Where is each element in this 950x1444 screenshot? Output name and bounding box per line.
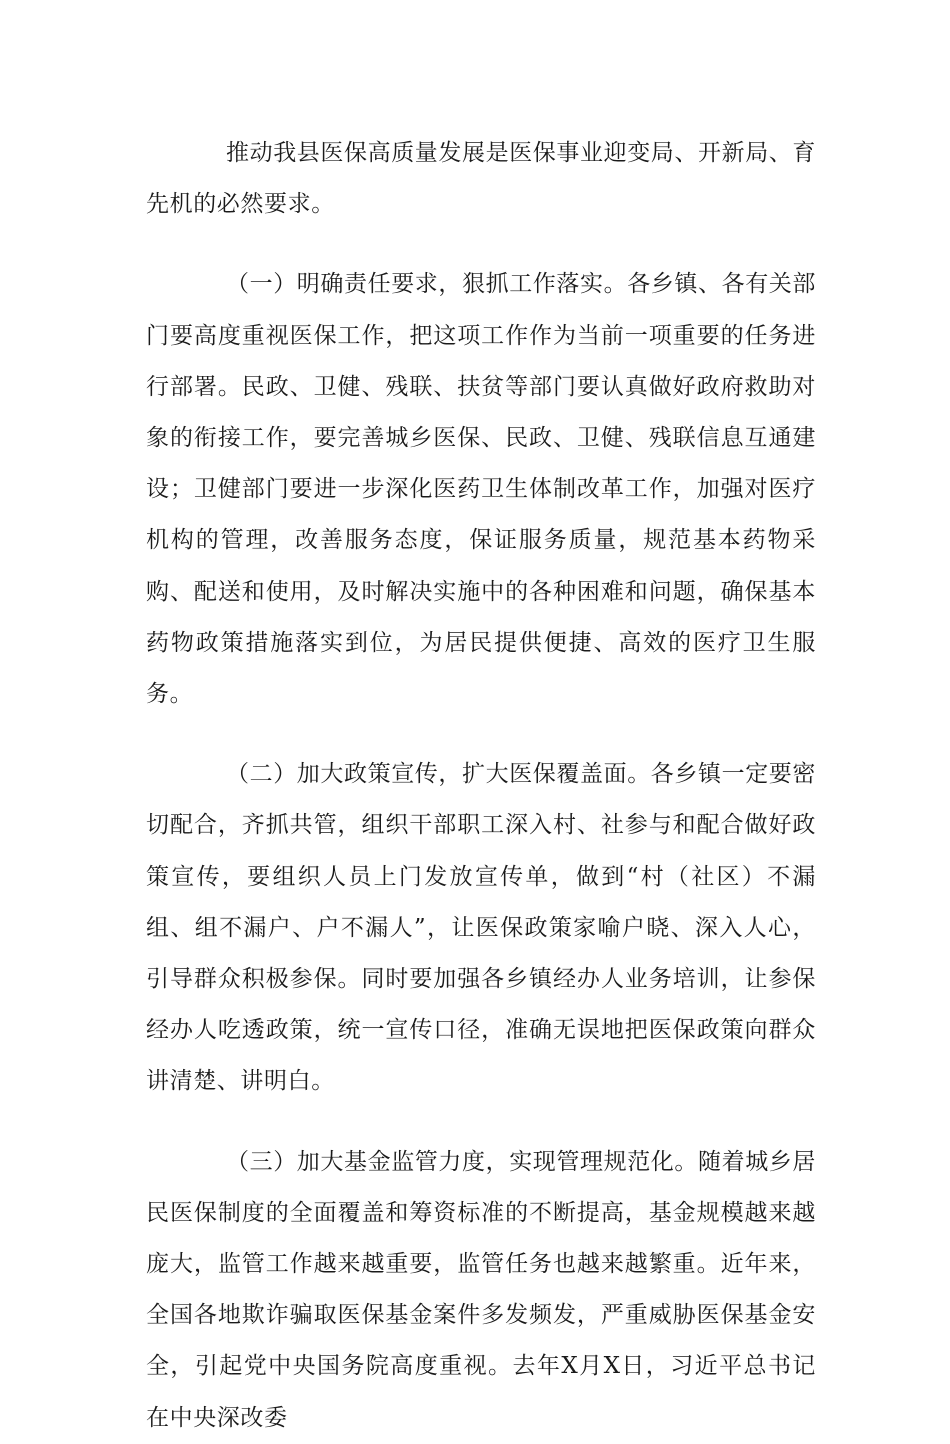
document-body [146, 128, 816, 1444]
paragraph-intro: 推动我县医保高质量发展是医保事业迎变局、开新局、育先机的必然要求。 [146, 140, 816, 218]
paragraph-section-3: （三）加大基金监管力度，实现管理规范化。随着城乡居民医保制度的全面覆盖和筹资标准的不断提高，基金规模越来越庞大，监管工作越来越重要，监管任务也越来越繁重。近年来，全国各地欺诈骗取医保基金案件多发频发，严重威胁医保基金安全，引起党中央国务院高度重视。去年X月X日，习近平总书记在中央深改委 [146, 1148, 816, 1431]
paragraph-section-2: （二）加大政策宣传，扩大医保覆盖面。各乡镇一定要密切配合，齐抓共管，组织干部职工深入村、社参与和配合做好政策宣传，要组织人员上门发放宣传单，做到“村（社区）不漏组、组不漏户、户不漏人”，让医保政策家喻户晓、深入人心，引导群众积极参保。同时要加强各乡镇经办人业务培训，让参保经办人吃透政策，统一宣传口径，准确无误地把医保政策向群众讲清楚、讲明白。 [146, 761, 816, 1095]
paragraph-section-1: （一）明确责任要求，狠抓工作落实。各乡镇、各有关部门要高度重视医保工作，把这项工作作为当前一项重要的任务进行部署。民政、卫健、残联、扶贫等部门要认真做好政府救助对象的衔接工作，要完善城乡医保、民政、卫健、残联信息互通建设；卫健部门要进一步深化医药卫生体制改革工作，加强对医疗机构的管理，改善服务态度，保证服务质量，规范基本药物采购、配送和使用，及时解决实施中的各种困难和问题，确保基本药物政策措施落实到位，为居民提供便捷、高效的医疗卫生服务。 [146, 271, 816, 708]
